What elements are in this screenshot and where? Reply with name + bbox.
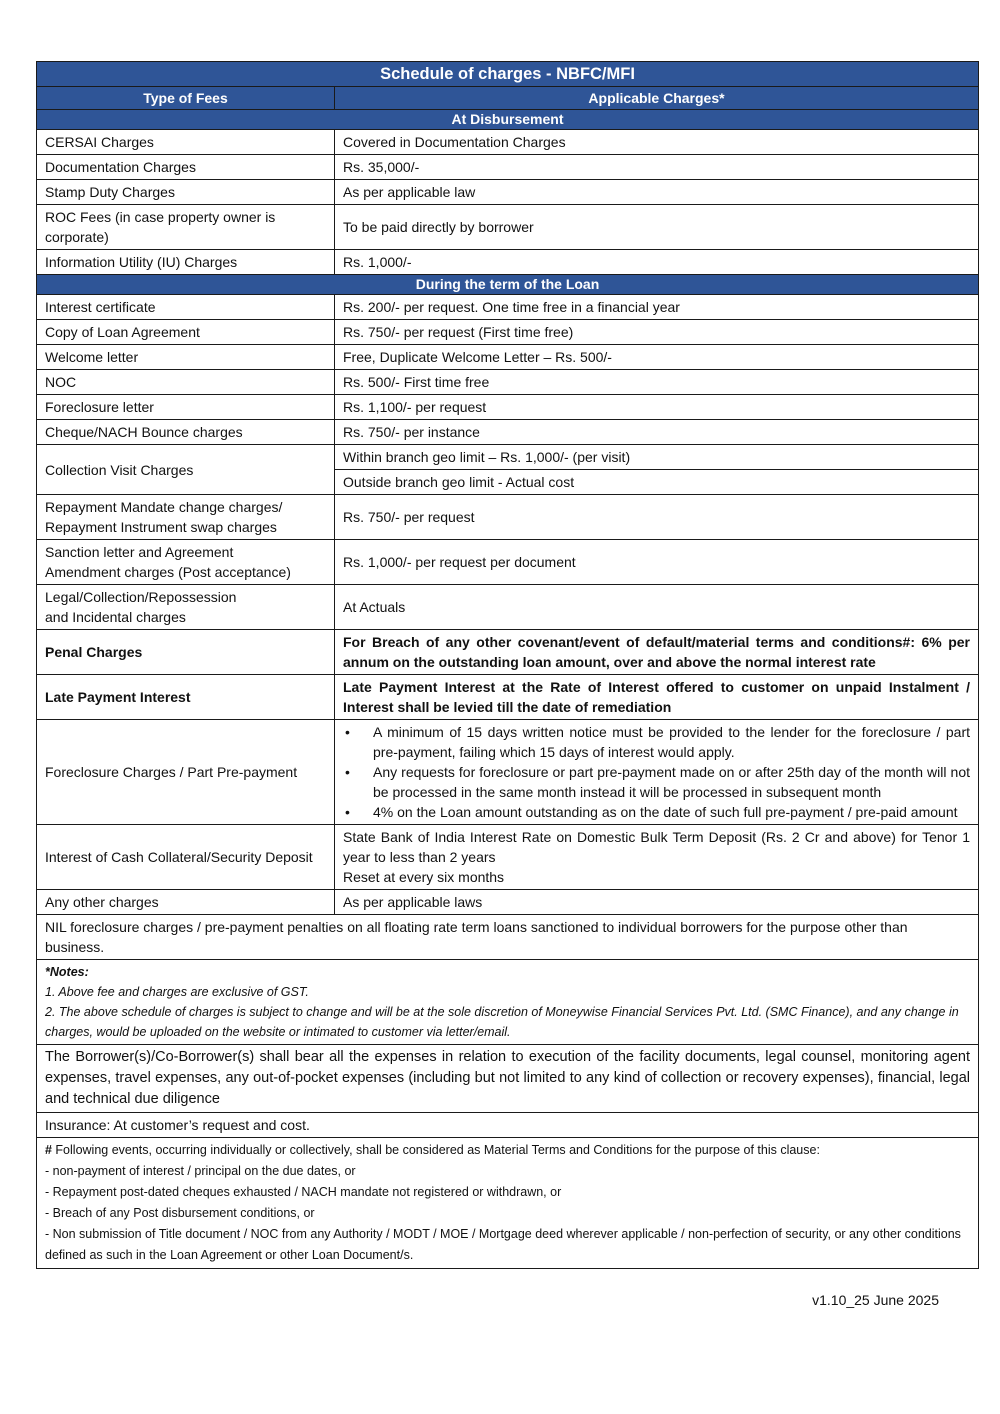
fee-cell: Welcome letter — [37, 345, 335, 370]
point-text: A minimum of 15 days written notice must be provided to the lender for the foreclosure / part pre-payment, failing which 15 days of interest would apply. — [373, 724, 970, 760]
material-terms-cell — [37, 1138, 979, 1269]
table-row — [37, 320, 979, 345]
fee-cell-penal: Penal Charges — [37, 630, 335, 675]
table-row — [37, 395, 979, 420]
list-item — [345, 722, 970, 762]
bullet: • — [345, 804, 350, 820]
point-text: Any requests for foreclosure or part pre-payment made on or after 25th day of the month will not be processed in the same month instead it will be processed in subsequent month — [373, 764, 970, 800]
fee-cell-repayment-mandate — [37, 495, 335, 540]
insurance-note: Insurance: At customer’s request and cost. — [37, 1113, 979, 1138]
table-row — [37, 130, 979, 155]
fee-line: Repayment Mandate change charges/ — [45, 499, 283, 515]
material-term-item: - Repayment post-dated cheques exhausted / NACH mandate not registered or withdrawn, or — [45, 1185, 562, 1199]
charge-cell: Covered in Documentation Charges — [335, 130, 979, 155]
fee-line: Repayment Instrument swap charges — [45, 519, 277, 535]
table-row — [37, 370, 979, 395]
fee-cell-foreclosure: Foreclosure Charges / Part Pre-payment — [37, 720, 335, 825]
charge-cell-late-payment: Late Payment Interest at the Rate of Interest offered to customer on unpaid Instalment / Interest shall be levied till the date of remediation — [335, 675, 979, 720]
notes-cell — [37, 960, 979, 1045]
charge-cell: Rs. 500/- First time free — [335, 370, 979, 395]
table-row — [37, 155, 979, 180]
fee-cell: Information Utility (IU) Charges — [37, 250, 335, 275]
table-row — [37, 720, 979, 825]
notes-heading: *Notes: — [45, 965, 89, 979]
fee-cell: Cheque/NACH Bounce charges — [37, 420, 335, 445]
table-row — [37, 205, 979, 250]
charge-line: Reset at every six months — [343, 869, 505, 885]
fee-line: and Incidental charges — [45, 609, 186, 625]
table-title: Schedule of charges - NBFC/MFI — [37, 62, 979, 87]
charge-cell-outside-branch: Outside branch geo limit - Actual cost — [335, 470, 979, 495]
point-text: 4% on the Loan amount outstanding as on the date of such full pre-payment / pre-paid amount — [373, 804, 958, 820]
table-row — [37, 1113, 979, 1138]
material-term-item: - non-payment of interest / principal on the due dates, or — [45, 1164, 356, 1178]
table-row — [37, 1045, 979, 1113]
fee-cell-legal — [37, 585, 335, 630]
table-row — [37, 345, 979, 370]
hash-mark: # — [45, 1143, 52, 1157]
fee-cell: NOC — [37, 370, 335, 395]
fee-cell-sanction-letter — [37, 540, 335, 585]
charge-cell-cash-collateral — [335, 825, 979, 890]
table-row — [37, 630, 979, 675]
table-row — [37, 540, 979, 585]
charge-cell: Rs. 35,000/- — [335, 155, 979, 180]
fee-cell: ROC Fees (in case property owner is corporate) — [37, 205, 335, 250]
fee-cell-late-payment: Late Payment Interest — [37, 675, 335, 720]
schedule-of-charges-table — [36, 61, 979, 1269]
table-row — [37, 295, 979, 320]
table-row — [37, 825, 979, 890]
charge-line: State Bank of India Interest Rate on Domestic Bulk Term Deposit (Rs. 2 Cr and above) for Tenor 1 year to less than 2 years — [343, 829, 970, 865]
fee-cell: Interest certificate — [37, 295, 335, 320]
charge-cell: Rs. 750/- per request (First time free) — [335, 320, 979, 345]
intro-text: Following events, occurring individually or collectively, shall be considered as Material Terms and Conditions for the purpose of this clause: — [51, 1143, 820, 1157]
charge-cell: Free, Duplicate Welcome Letter – Rs. 500/- — [335, 345, 979, 370]
borrower-expenses: The Borrower(s)/Co-Borrower(s) shall bear all the expenses in relation to execution of the facility documents, legal counsel, monitoring agent expenses, travel expenses, any out-of-pocket expenses (including but not limited to any kind of collection or recovery expenses), financial, legal and technical due diligence — [37, 1045, 979, 1113]
charge-cell: Rs. 1,000/- — [335, 250, 979, 275]
section-during-term: During the term of the Loan — [37, 275, 979, 295]
fee-line: Legal/Collection/Repossession — [45, 589, 237, 605]
material-term-item: - Breach of any Post disbursement conditions, or — [45, 1206, 315, 1220]
material-terms-intro — [45, 1140, 970, 1161]
charge-cell: Rs. 750/- per instance — [335, 420, 979, 445]
charge-cell: Rs. 200/- per request. One time free in a financial year — [335, 295, 979, 320]
nil-foreclosure-note: NIL foreclosure charges / pre-payment penalties on all floating rate term loans sanctioned to individual borrowers for the purpose other than business. — [37, 915, 979, 960]
charge-cell-foreclosure — [335, 720, 979, 825]
charge-cell: To be paid directly by borrower — [335, 205, 979, 250]
table-row — [37, 250, 979, 275]
table-row — [37, 585, 979, 630]
fee-cell-collection-visit: Collection Visit Charges — [37, 445, 335, 495]
header-type-of-fees: Type of Fees — [37, 87, 335, 110]
charge-cell: Rs. 1,100/- per request — [335, 395, 979, 420]
table-row — [37, 890, 979, 915]
fee-cell-cash-collateral: Interest of Cash Collateral/Security Deposit — [37, 825, 335, 890]
table-row — [37, 445, 979, 470]
table-row — [37, 180, 979, 205]
fee-cell: Foreclosure letter — [37, 395, 335, 420]
charge-cell: Rs. 750/- per request — [335, 495, 979, 540]
fee-cell: Stamp Duty Charges — [37, 180, 335, 205]
fee-cell: CERSAI Charges — [37, 130, 335, 155]
material-terms-row — [37, 1138, 979, 1269]
bullet: • — [345, 764, 350, 780]
fee-line: Amendment charges (Post acceptance) — [45, 564, 291, 580]
table-row — [37, 495, 979, 540]
charge-cell: Rs. 1,000/- per request per document — [335, 540, 979, 585]
list-item — [345, 762, 970, 802]
version-label: v1.10_25 June 2025 — [812, 1292, 939, 1308]
charge-cell: At Actuals — [335, 585, 979, 630]
fee-cell: Documentation Charges — [37, 155, 335, 180]
fee-cell: Copy of Loan Agreement — [37, 320, 335, 345]
note-item: 1. Above fee and charges are exclusive of GST. — [45, 985, 309, 999]
charge-cell-penal: For Breach of any other covenant/event of default/material terms and conditions#: 6% per annum on the outstanding loan amount, over and above the normal interest rate — [335, 630, 979, 675]
fee-cell: Any other charges — [37, 890, 335, 915]
list-item — [345, 802, 970, 822]
foreclosure-points — [343, 722, 970, 822]
header-applicable-charges: Applicable Charges* — [335, 87, 979, 110]
charge-cell-within-branch: Within branch geo limit – Rs. 1,000/- (per visit) — [335, 445, 979, 470]
charge-cell: As per applicable law — [335, 180, 979, 205]
table-row — [37, 420, 979, 445]
material-term-item: - Non submission of Title document / NOC from any Authority / MODT / MOE / Mortgage deed wherever applicable / non-perfection of security, or any other conditions defined as such in the Loan Agreement or other Loan Document/s. — [45, 1227, 961, 1262]
table-row — [37, 915, 979, 960]
charge-cell: As per applicable laws — [335, 890, 979, 915]
notes-row — [37, 960, 979, 1045]
note-item: 2. The above schedule of charges is subject to change and will be at the sole discretion of Moneywise Financial Services Pvt. Ltd. (SMC Finance), and any change in charges, would be uploaded on the website or intimated to customer via letter/email. — [45, 1005, 959, 1039]
table-row — [37, 675, 979, 720]
fee-line: Sanction letter and Agreement — [45, 544, 234, 560]
section-at-disbursement: At Disbursement — [37, 110, 979, 130]
bullet: • — [345, 724, 350, 740]
